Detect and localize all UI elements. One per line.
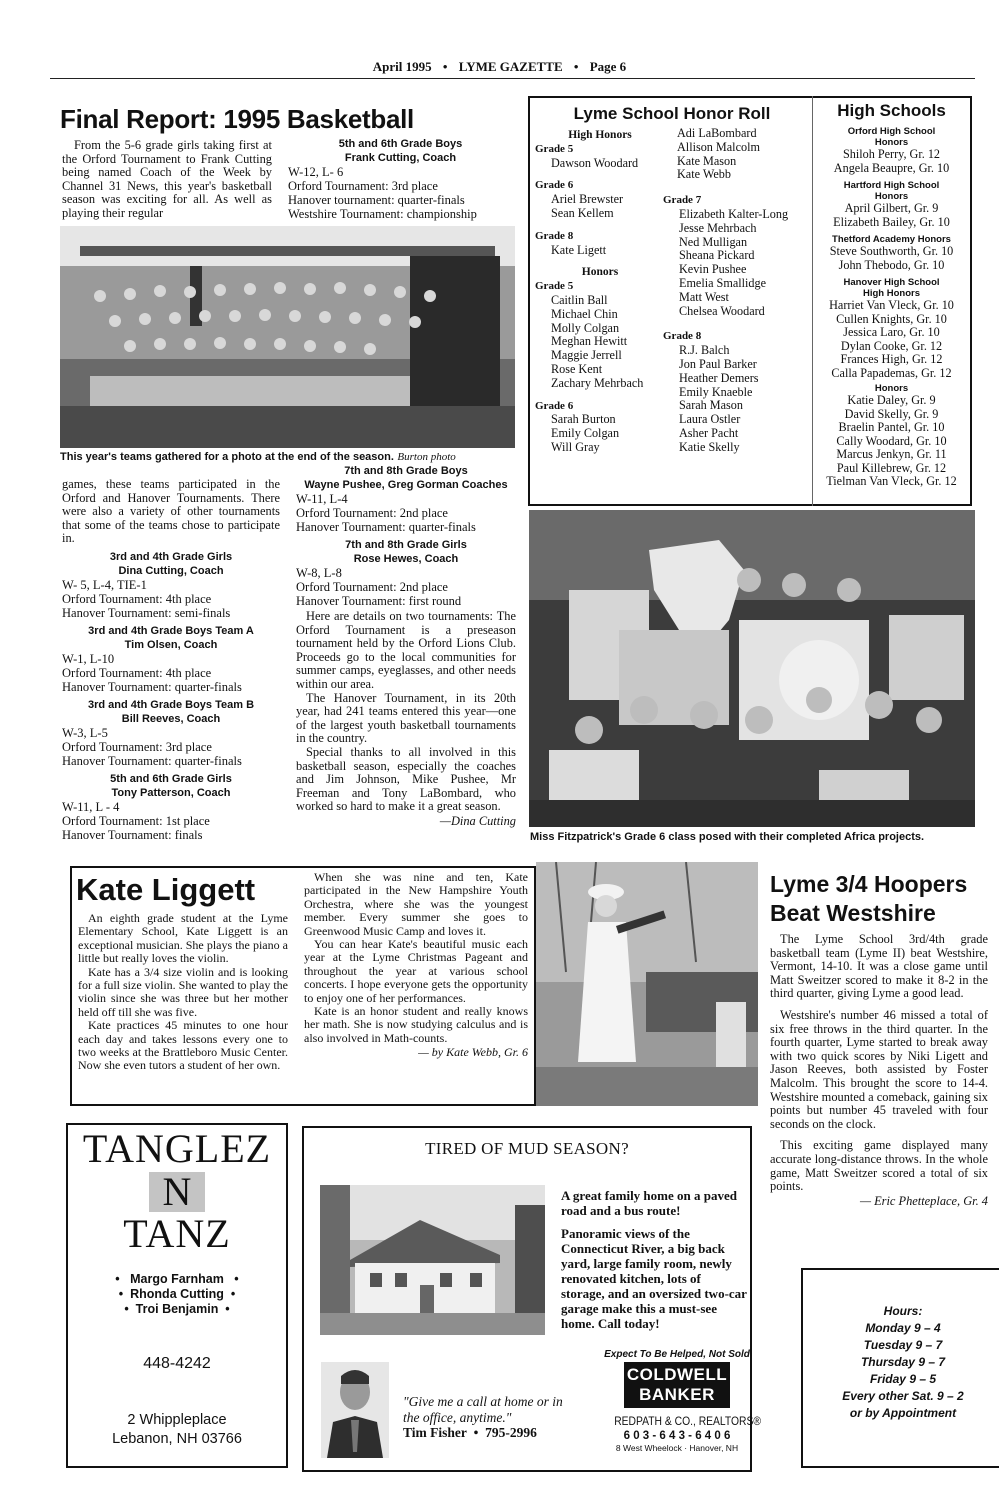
firm-info: REDPATH & CO., REALTORS® 6 0 3 - 6 4 3 - 6 4 0 6 8 West Wheelock · Hanover, NH (614, 1414, 761, 1453)
agent-photo (321, 1362, 389, 1458)
kate-col2: When she was nine and ten, Kate participated in the New Hampshire Youth Orchestra, where she was the youngest member. Every summer she goes to Greenwood Music Camp and loves it. You can hear Kate's beautiful music each year at the Lyme Christmas Pageant and throughout the year at various school concerts. I hope everyone gets the opportunity to enjoy one of her performances. Kate is an honor student and really knows her math. She is now studying calculus and is also involved in Math-counts. — by Kate Webb, Gr. 6 (304, 870, 528, 1060)
details-p1: Here are details on two tournaments: The Orford Tournament is a preseason tournament held by the Orford Lions Club. Proceeds go to the local communities for summer camps, eyeglasses, and other needs within our area. (296, 609, 516, 691)
team-photo-image (60, 226, 515, 448)
kate-photo (536, 862, 758, 1106)
page-header: April 1995 • LYME GAZETTE • Page 6 (372, 59, 627, 74)
team-3-4-boys-a: 3rd and 4th Grade Boys Team A Tim Olsen, Coach W-1, L-10 Orford Tournament: 4th place Hanover Tournament: quarter-finals (62, 625, 254, 694)
team-5-6-boys: 5th and 6th Grade Boys Frank Cutting, Coach W-12, L- 6 Orford Tournament: 3rd place Hanover tournament: quarter-finals Westshire Tournament: championship (288, 138, 477, 221)
honor-roll-col1: High Honors Grade 5 Dawson Woodard Grade 6 Ariel Brewster Sean Kellem Grade 8 Kate Ligett Honors Grade 5 Caitlin Ball Michael Chin Molly Colgan Meghan Hewitt Maggie Jerrell Rose Kent Zachary Mehrbach Grade 6 Sarah Burton Emily Colgan Will Gray (535, 129, 644, 454)
africa-photo-image (529, 510, 975, 827)
realestate-copy: A great family home on a paved road and a bus route! Panoramic views of the Connecticut River, a big back yard, large family room, newly renovated kitchen, lots of storage, and an oversized two-car garage make this a must-see home. Call today! (561, 1188, 747, 1331)
kate-col1: An eighth grade student at the Lyme Elementary School, Kate Liggett is an exceptional musician. She plays the piano a little but really loves the violin. Kate has a 3/4 size violin and is looking for a full size violin. She wanted to play the violin since she was three but her mother held off till she was five. Kate practices 45 minutes to one hour each day and takes lessons every one to two weeks at the Brattleboro Music Center. Now she even tutors a student of her own. (78, 911, 288, 1073)
kate-title: Kate Liggett (76, 872, 256, 907)
agent-photo-image (321, 1362, 389, 1458)
hoopers-body: The Lyme School 3rd/4th grade basketball team (Lyme II) beat Westshire, Vermont, 14-10. It was a close game until Matt Sweitzer scored to make it 8-2 in the third quarter, giving Lyme a good lead. Westshire's number 46 missed a total of six free throws in the third quarter. In the fourth quarter, Lyme started to break away with two quick scores by Niki Ligett and Jason Reeves, both assisted by Foster Malcolm. This brought the score to 14-4. Westshire mounted a comeback, gaining six points but number 45 traveled with four seconds on the clock. This exciting game displayed many accurate long-distance throws. In the whole game, Matt Sweitzer scored a total of six points. — Eric Phetteplace, Gr. 4 (770, 932, 988, 1208)
header-page: Page 6 (589, 59, 627, 74)
team-photo (60, 226, 515, 448)
hoopers-title: Lyme 3/4 Hoopers Beat Westshire (770, 871, 968, 926)
tanglez-address: 2 Whippleplace Lebanon, NH 03766 (112, 1412, 242, 1447)
house-photo (320, 1185, 545, 1335)
team-5-6-girls: 5th and 6th Grade Girls Tony Patterson, Coach W-11, L - 4 Orford Tournament: 1st place Hanover Tournament: finals (62, 773, 232, 842)
tanglez-phone: 448-4242 (143, 1355, 211, 1372)
team-photo-caption: This year's teams gathered for a photo at the end of the season. Burton photo (60, 451, 456, 463)
agent-quote: "Give me a call at home or in the office, anytime." (403, 1394, 563, 1425)
teams-right-column (296, 464, 516, 828)
basketball-byline: —Dina Cutting (439, 813, 516, 828)
header-date: April 1995 (372, 59, 432, 74)
photo-credit: Burton photo (397, 451, 456, 463)
agent-contact: Tim Fisher • 795-2996 (403, 1425, 537, 1440)
details-p2: The Hanover Tournament, in its 20th year, had 241 teams entered this year—one of the largest youth basketball tournaments in the country. (296, 690, 516, 746)
kate-photo-image (536, 862, 758, 1106)
basketball-intro: From the 5-6 grade girls taking first at the Orford Tournament to Frank Cutting being named Coach of the Week by Channel 31 News, this year's basketball season was exciting for all. As well as playing their regular (62, 138, 272, 220)
hours-title: Hours: (883, 1304, 923, 1318)
basketball-title: Final Report: 1995 Basketball (60, 104, 414, 134)
header-paper: LYME GAZETTE (458, 59, 563, 74)
teams-left-column (62, 550, 280, 842)
africa-caption: Miss Fitzpatrick's Grade 6 class posed with their completed Africa projects. (530, 831, 925, 843)
header-rule (50, 78, 975, 79)
team-7-8-boys: 7th and 8th Grade Boys Wayne Pushee, Greg Gorman Coaches W-11, L-4 Orford Tournament: 2nd place Hanover Tournament: quarter-finals (296, 465, 508, 534)
details-p3: Special thanks to all involved in this basketball season, especially the coaches and Jim Johnson, Mike Pushee, Mr Freeman and Tony LaBombard, who worked so hard to make it a great season. (296, 744, 516, 814)
hoopers-byline: — Eric Phetteplace, Gr. 4 (859, 1193, 988, 1208)
high-schools: High Schools Orford High School Honors Shiloh Perry, Gr. 12 Angela Beaupre, Gr. 10 Hartford High School Honors April Gilbert, Gr. 9 Elizabeth Bailey, Gr. 10 Thetford Academy Honors Steve Southworth, Gr. 10 John Thebodo, Gr. 10 Hanover High School High Honors Harriet Van Vleck, Gr. 10 Cullen Knights, Gr. 10 Jessica Laro, Gr. 10 Dylan Cooke, Gr. 12 Frances High, Gr. 12 Calla Papademas, Gr. 12 Honors Katie Daley, Gr. 9 David Skelly, Gr. 9 Braelin Pantel, Gr. 10 Cally Woodard, Gr. 10 Marcus Jenkyn, Gr. 11 Paul Killebrew, Gr. 12 Tielman Van Vleck, Gr. 12 (813, 100, 970, 489)
honor-roll-title: Lyme School Honor Roll (573, 104, 771, 123)
africa-photo (529, 510, 975, 827)
coldwell-tagline: Expect To Be Helped, Not Sold (604, 1349, 750, 1360)
team-3-4-girls: 3rd and 4th Grade Girls Dina Cutting, Coach W- 5, L-4, TIE-1 Orford Tournament: 4th place Hanover Tournament: semi-finals (62, 551, 233, 620)
tanglez-staff: • Margo Farnham • • Rhonda Cutting • • Troi Benjamin • (115, 1272, 239, 1316)
high-schools-title: High Schools (837, 101, 946, 120)
hours-list: Hours: Monday 9 – 4 Tuesday 9 – 7 Thursday 9 – 7 Friday 9 – 5 Every other Sat. 9 – 2 or by Appointment (830, 1303, 976, 1422)
team-7-8-girls: 7th and 8th Grade Girls Rose Hewes, Coach W-8, L-8 Orford Tournament: 2nd place Hanover Tournament: first round (296, 539, 467, 608)
kate-byline: — by Kate Webb, Gr. 6 (418, 1045, 528, 1060)
realestate-headline: TIRED OF MUD SEASON? (425, 1139, 629, 1158)
tanglez-logo: TANGLEZ N TANZ (82, 1126, 272, 1256)
team-3-4-boys-b: 3rd and 4th Grade Boys Team B Bill Reeves, Coach W-3, L-5 Orford Tournament: 3rd place Hanover Tournament: quarter-finals (62, 699, 255, 768)
coldwell-banker-logo: COLDWELL BANKER (624, 1362, 730, 1408)
honor-roll-col2: Adi LaBombard Allison Malcolm Kate Mason Kate Webb Grade 7 Elizabeth Kalter-Long Jesse Mehrbach Ned Mulligan Sheana Pickard Kevin Pushee Emelia Smallidge Matt West Chelsea Woodard Grade 8 R.J. Balch Jon Paul Barker Heather Demers Emily Knaeble Sarah Mason Laura Ostler Asher Pacht Katie Skelly (663, 126, 789, 454)
house-photo-image (320, 1185, 545, 1335)
basketball-continued: games, these teams participated in the Orford and Hanover Tournaments. There were also a variety of other tournaments that some of the teams chose to participate in. (62, 477, 280, 546)
